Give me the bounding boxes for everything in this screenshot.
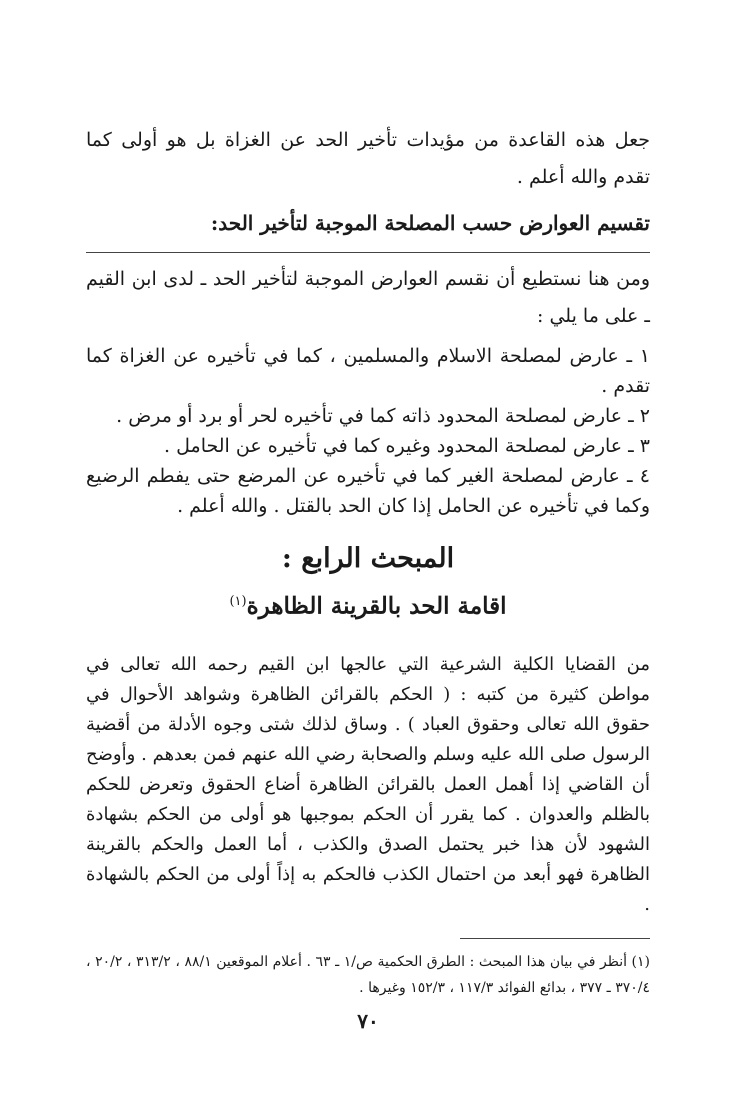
subheading-rule xyxy=(86,252,650,253)
subheading-intro: ومن هنا نستطيع أن نقسم العوارض الموجبة لتأخير الحد ـ لدى ابن القيم ـ على ما يلي : xyxy=(86,268,650,327)
page-content xyxy=(86,122,650,1033)
intro-paragraph: جعل هذه القاعدة من مؤيدات تأخير الحد عن الغزاة بل هو أولى كما تقدم والله أعلم . xyxy=(86,129,650,188)
list-item: ١ ـ عارض لمصلحة الاسلام والمسلمين ، كما في تأخيره عن الغزاة كما تقدم . xyxy=(86,345,650,397)
footnote-separator xyxy=(460,938,650,939)
body-paragraph: من القضايا الكلية الشرعية التي عالجها ابن القيم رحمه الله تعالى في مواطن كثيرة من كتبه : ( الحكم بالقرائن الظاهرة وشواهد الأحوال في حقوق الله تعالى وحقوق العباد ) . وساق لذلك شتى وجوه الأدلة من أقضية الرسول صلى الله عليه وسلم والصحابة رضي الله عنهم فمن بعدهم . وأوضح أن القاضي إذا أهمل العمل بالقرائن الظاهرة أضاع الحقوق وتعرض للحكم بالظلم والعدوان . كما يقرر أن الحكم بموجبها هو أولى من الحكم بشهادة الشهود لأن هذا خبر يحتمل الصدق والكذب ، أما العمل والحكم بالقرينة الظاهرة فهو أبعد من احتمال الكذب فالحكم به إذاً أولى من الحكم بالشهادة . xyxy=(86,653,650,915)
section-subtitle: اقامة الحد بالقرينة الظاهرة xyxy=(246,592,507,620)
list-item: ٣ ـ عارض لمصلحة المحدود وغيره كما في تأخيره عن الحامل . xyxy=(164,435,650,457)
list xyxy=(86,341,650,521)
list-item: ٤ ـ عارض لمصلحة الغير كما في تأخيره عن المرضع حتى يفطم الرضيع وكما في تأخيره عن الحامل إذا كان الحد بالقتل . والله أعلم . xyxy=(86,465,650,517)
section-subtitle-wrap xyxy=(86,583,650,626)
footnote-marker: (١) xyxy=(229,594,247,609)
subheading: تقسيم العوارض حسب المصلحة الموجبة لتأخير الحد: xyxy=(210,211,650,235)
footnote: (١) أنظر في بيان هذا المبحث : الطرق الحكمية ص/١ ـ ٦٣ . أعلام الموقعين ٨٨/١ ، ٣١٣/٢ ، ٢٠/٢ ، ٣٧٠/٤ ـ ٣٧٧ ، بدائع الفوائد ١١٧/٣ ، ١٥٢/٣ وغيرها . xyxy=(86,953,650,996)
page-number: ٧٠ xyxy=(357,1008,379,1033)
section-title: المبحث الرابع : xyxy=(281,543,455,574)
list-item: ٢ ـ عارض لمصلحة المحدود ذاته كما في تأخيره لحر أو برد أو مرض . xyxy=(116,405,650,427)
